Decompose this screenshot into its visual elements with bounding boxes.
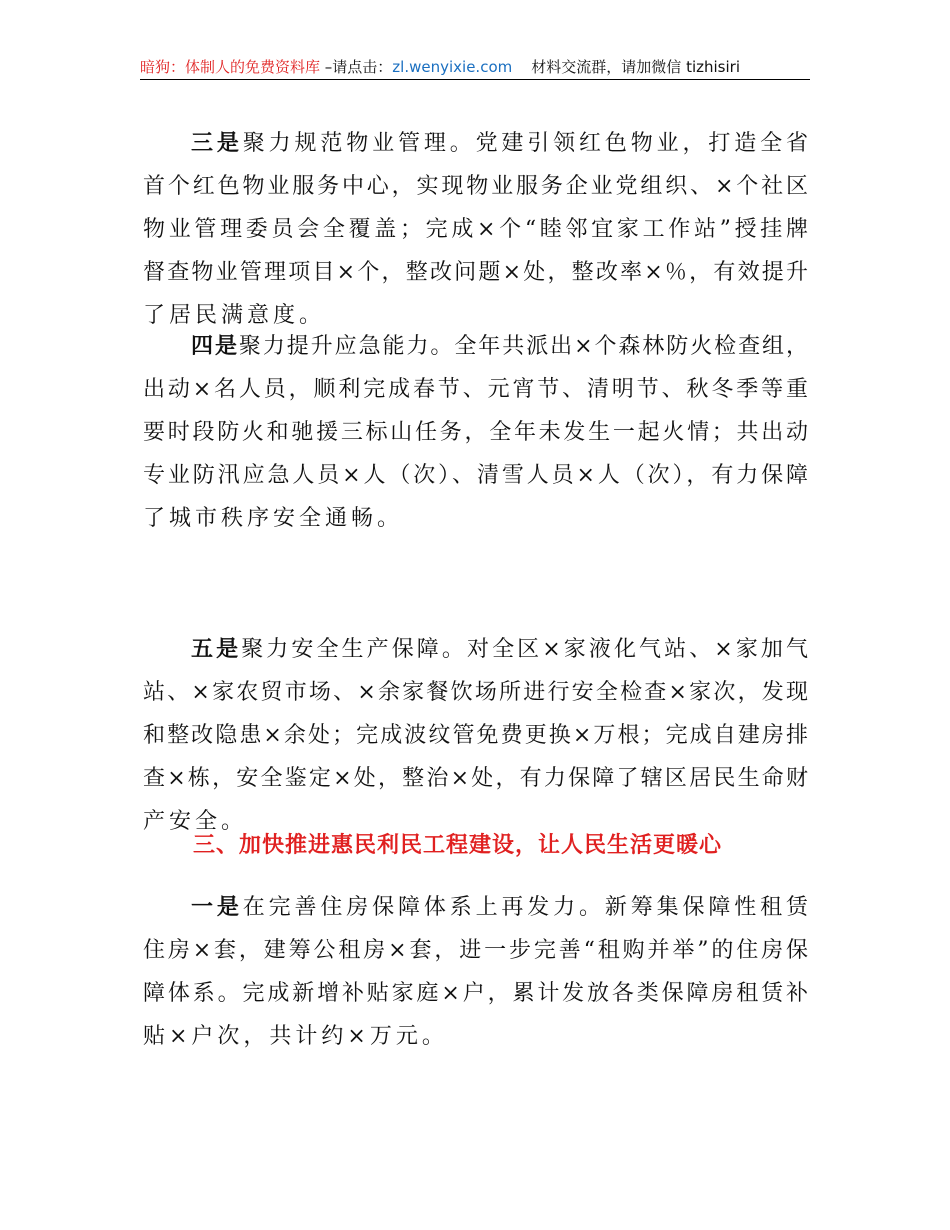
line-text: 站、×家农贸市场、×余家餐饮场所进行安全检查×家次，发现 xyxy=(143,680,808,705)
paragraph-line xyxy=(143,165,808,208)
line-text: 专业防汛应急人员×人（次）、清雪人员×人（次），有力保障 xyxy=(143,463,808,488)
paragraph-safety xyxy=(143,628,808,843)
line-text: 查×栋，安全鉴定×处，整治×处，有力保障了辖区居民生命财 xyxy=(143,766,808,791)
line-text: 首个红色物业服务中心，实现物业服务企业党组织、×个社区 xyxy=(143,174,808,199)
line-text: 了居民满意度。 xyxy=(143,303,326,328)
header-divider xyxy=(140,79,810,80)
line-text: 了城市秩序安全通畅。 xyxy=(143,506,404,531)
paragraph-lead: 五是 xyxy=(191,637,242,662)
paragraph-line xyxy=(143,671,808,714)
paragraph-line xyxy=(143,972,808,1015)
paragraph-line xyxy=(143,628,808,671)
line-text: 要时段防火和驰援三标山任务，全年未发生一起火情；共出动 xyxy=(143,420,808,445)
header-prompt: –请点击： xyxy=(320,58,393,76)
paragraph-line xyxy=(143,714,808,757)
line-text: 产安全。 xyxy=(143,809,248,834)
line-text: 聚力提升应急能力。全年共派出×个森林防火检查组， xyxy=(238,334,808,359)
paragraph-lead: 一是 xyxy=(191,895,243,920)
line-text: 在完善住房保障体系上再发力。新筹集保障性租赁 xyxy=(242,895,808,920)
line-text: 聚力规范物业管理。党建引领红色物业，打造全省 xyxy=(242,131,808,156)
paragraph-line xyxy=(143,251,808,294)
paragraph-line xyxy=(143,929,808,972)
line-text: 督查物业管理项目×个，整改问题×处，整改率×％，有效提升 xyxy=(143,260,808,285)
line-text: 物业管理委员会全覆盖；完成×个“睦邻宜家工作站”授挂牌 xyxy=(143,217,808,242)
paragraph-line xyxy=(143,757,808,800)
line-text: 障体系。完成新增补贴家庭×户，累计发放各类保障房租赁补 xyxy=(143,981,808,1006)
line-text: 住房×套，建筹公租房×套，进一步完善“租购并举”的住房保 xyxy=(143,938,808,963)
header-link[interactable]: zl.wenyixie.com xyxy=(392,58,513,76)
paragraph-line xyxy=(143,886,808,929)
paragraph-line xyxy=(143,368,808,411)
section-heading: 三、加快推进惠民利民工程建设，让人民生活更暖心 xyxy=(193,833,723,858)
header-site-name: 暗狗：体制人的免费资料库 xyxy=(140,58,321,76)
paragraph-line xyxy=(143,122,808,165)
paragraph-lead: 四是 xyxy=(191,334,239,359)
line-text: 出动×名人员，顺利完成春节、元宵节、清明节、秋冬季等重 xyxy=(143,377,808,402)
line-text: 和整改隐患×余处；完成波纹管免费更换×万根；完成自建房排 xyxy=(143,723,808,748)
paragraph-property-management xyxy=(143,122,808,337)
header-contact: 材料交流群，请加微信 tizhisiri xyxy=(512,58,740,76)
paragraph-line xyxy=(143,411,808,454)
paragraph-line xyxy=(143,325,808,368)
paragraph-emergency xyxy=(143,325,808,540)
paragraph-lead: 三是 xyxy=(191,131,243,156)
line-text: 贴×户次，共计约×万元。 xyxy=(143,1024,448,1049)
page-header xyxy=(140,56,810,77)
paragraph-line xyxy=(143,1015,808,1058)
paragraph-line xyxy=(143,208,808,251)
paragraph-line xyxy=(143,497,808,540)
paragraph-housing xyxy=(143,886,808,1058)
paragraph-line xyxy=(143,454,808,497)
line-text: 聚力安全生产保障。对全区×家液化气站、×家加气 xyxy=(241,637,808,662)
